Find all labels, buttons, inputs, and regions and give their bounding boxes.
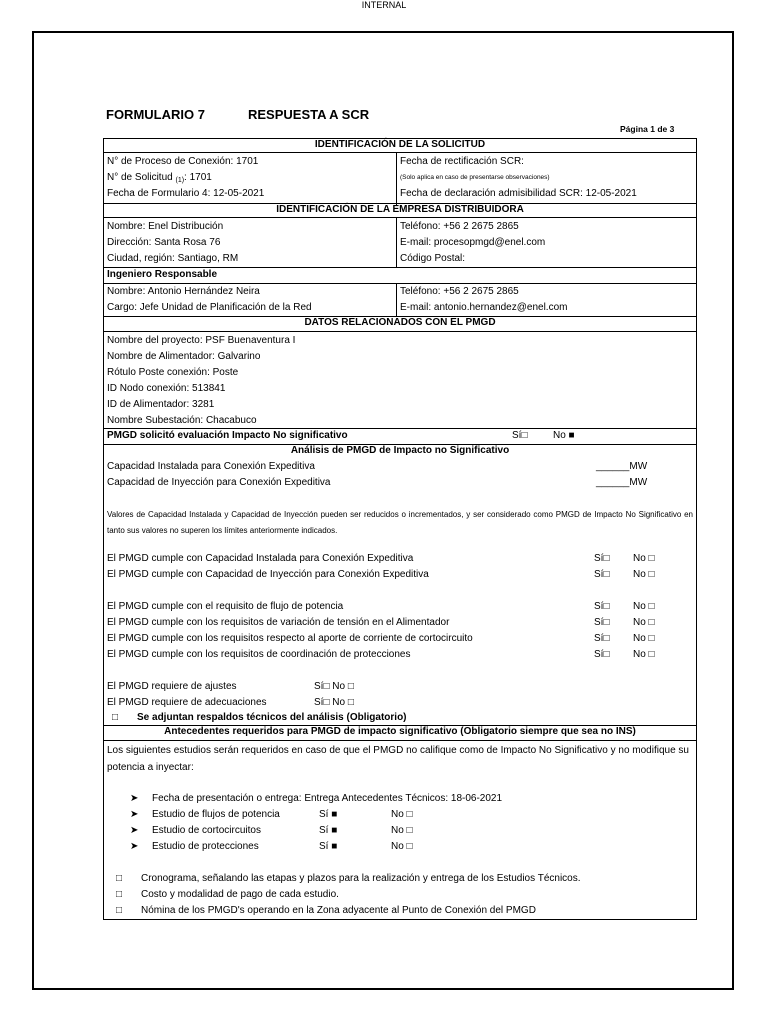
- empresa-nombre: Nombre: Enel Distribución: [107, 221, 224, 232]
- fecha-presentacion-label: Fecha de presentación o entrega: Entrega Antecedentes Técnicos: 18-06-2021: [152, 793, 503, 804]
- fecha-presentacion: [130, 793, 502, 805]
- estudio-name: Estudio de cortocircuitos: [152, 825, 261, 836]
- pmgd-alimentador: Nombre de Alimentador: Galvarino: [107, 351, 261, 362]
- divider: [396, 153, 397, 205]
- nomina-label: Nómina de los PMGD's operando en la Zona adyacente al Punto de Conexión del PMGD: [141, 905, 536, 916]
- si-checkbox[interactable]: Sí□: [594, 649, 610, 660]
- empresa-codigo-postal: Código Postal:: [400, 253, 466, 264]
- arrow-icon: ➤: [130, 841, 139, 852]
- pmgd-evaluacion: PMGD solicitó evaluación Impacto No significativo: [107, 430, 348, 441]
- estudio-no-checkbox[interactable]: No □: [391, 809, 413, 820]
- adecuaciones-si-no[interactable]: Sí□ No □: [314, 697, 354, 708]
- capacidad-instalada: Capacidad Instalada para Conexión Expeditiva: [107, 461, 315, 472]
- ingeniero-email: E-mail: antonio.hernandez@enel.com: [400, 302, 568, 313]
- respaldos-checkbox[interactable]: □: [112, 712, 119, 723]
- estudio-si-checkbox[interactable]: Sí ■: [319, 809, 338, 820]
- estudio-si-checkbox[interactable]: Sí ■: [319, 825, 338, 836]
- empresa-email: E-mail: procesopmgd@enel.com: [400, 237, 546, 248]
- no-checkbox[interactable]: No □: [633, 617, 655, 628]
- pmgd-id-alimentador: ID de Alimentador: 3281: [107, 399, 215, 410]
- si-checkbox[interactable]: Sí□: [594, 569, 610, 580]
- section-datos: DATOS RELACIONADOS CON EL PMGD: [104, 317, 696, 332]
- empresa-ciudad: Ciudad, región: Santiago, RM: [107, 253, 239, 264]
- form-title: FORMULARIO 7: [106, 107, 205, 122]
- divider: [104, 267, 696, 268]
- estudio-item: [130, 841, 259, 853]
- estudio-item: [130, 809, 280, 821]
- empresa-telefono: Teléfono: +56 2 2675 2865: [400, 221, 519, 232]
- cronograma-label: Cronograma, señalando las etapas y plazos para la realización y entrega de los Estudios Técnicos.: [141, 873, 581, 884]
- section-identificacion: IDENTIFICACIÓN DE LA SOLICITUD: [104, 139, 696, 153]
- divider: [396, 283, 397, 316]
- pmgd-subestacion: Nombre Subestación: Chacabuco: [107, 415, 257, 426]
- capacidad-instalada-mw[interactable]: ______MW: [596, 461, 648, 472]
- form-title-row: [106, 107, 369, 122]
- solicitud-label: N° de Solicitud: [107, 172, 173, 183]
- fecha-formulario: Fecha de Formulario 4: 12-05-2021: [107, 188, 265, 199]
- fecha-rectificacion: Fecha de rectificación SCR:: [400, 156, 524, 167]
- costo-label: Costo y modalidad de pago de cada estudio.: [141, 889, 339, 900]
- ajustes-si-no[interactable]: Sí□ No □: [314, 681, 354, 692]
- solicitud-note: (1): [175, 177, 185, 184]
- no-checkbox[interactable]: No □: [633, 601, 655, 612]
- fecha-admisibilidad: Fecha de declaración admisibilidad SCR: 12-05-2021: [400, 188, 637, 199]
- cumple-item: El PMGD cumple con Capacidad de Inyección para Conexión Expeditiva: [107, 569, 429, 580]
- estudio-name: Estudio de protecciones: [152, 841, 259, 852]
- nomina-checkbox[interactable]: □: [116, 905, 123, 916]
- estudio-no-checkbox[interactable]: No □: [391, 841, 413, 852]
- arrow-icon: ➤: [130, 825, 139, 836]
- proceso-conexion: N° de Proceso de Conexión: 1701: [107, 156, 259, 167]
- requiere-adecuaciones: El PMGD requiere de adecuaciones: [107, 697, 267, 708]
- capacidad-inyeccion: Capacidad de Inyección para Conexión Expeditiva: [107, 477, 331, 488]
- estudio-si-checkbox[interactable]: Sí ■: [319, 841, 338, 852]
- form-subtitle: RESPUESTA A SCR: [248, 107, 370, 122]
- numero-solicitud: [107, 172, 212, 187]
- cumple-item: El PMGD cumple con los requisitos respecto al aporte de corriente de cortocircuito: [107, 633, 473, 644]
- no-checkbox[interactable]: No □: [633, 553, 655, 564]
- divider: [104, 283, 696, 284]
- cumple-item: El PMGD cumple con los requisitos de coordinación de protecciones: [107, 649, 411, 660]
- evaluacion-si-checkbox[interactable]: Sí□: [512, 430, 528, 441]
- si-checkbox[interactable]: Sí□: [594, 601, 610, 612]
- divider: [396, 218, 397, 267]
- estudio-item: [130, 825, 261, 837]
- cronograma-checkbox[interactable]: □: [116, 873, 123, 884]
- solicitud-value: : 1701: [184, 172, 212, 183]
- respaldos-label: Se adjuntan respaldos técnicos del análisis (Obligatorio): [137, 712, 407, 723]
- ingeniero-telefono: Teléfono: +56 2 2675 2865: [400, 286, 519, 297]
- arrow-icon: ➤: [130, 809, 139, 820]
- divider: [104, 428, 696, 429]
- arrow-icon: ➤: [130, 793, 139, 804]
- ingeniero-titulo: Ingeniero Responsable: [107, 269, 218, 280]
- scr-form: [103, 138, 697, 920]
- header-label: INTERNAL: [361, 0, 407, 10]
- nota-rectificacion: (Solo aplica en caso de presentarse observaciones): [400, 174, 550, 181]
- no-checkbox[interactable]: No □: [633, 569, 655, 580]
- pmgd-rotulo: Rótulo Poste conexión: Poste: [107, 367, 239, 378]
- ingeniero-nombre: Nombre: Antonio Hernández Neira: [107, 286, 260, 297]
- no-checkbox[interactable]: No □: [633, 633, 655, 644]
- estudio-name: Estudio de flujos de potencia: [152, 809, 280, 820]
- section-antecedentes: Antecedentes requeridos para PMGD de impacto significativo (Obligatorio siempre que sea no INS): [104, 726, 696, 741]
- antecedentes-intro: Los siguientes estudios serán requeridos en caso de que el PMGD no califique como de Impacto No Significativo y no modifique su potencia a inyectar:: [107, 745, 689, 773]
- analisis-nota: Valores de Capacidad Instalada y Capacidad de Inyección pueden ser reducidos o incrementados, y ser considerado como PMGD de Impacto No Significativo en tanto sus valores no superen los límites anteriormente indicados.: [107, 510, 693, 535]
- estudio-no-checkbox[interactable]: No □: [391, 825, 413, 836]
- costo-checkbox[interactable]: □: [116, 889, 123, 900]
- section-analisis: Análisis de PMGD de Impacto no Significativo: [290, 445, 510, 456]
- section-empresa: IDENTIFICACIÓN DE LA EMPRESA DISTRIBUIDORA: [104, 204, 696, 218]
- cumple-item: El PMGD cumple con Capacidad Instalada para Conexión Expeditiva: [107, 553, 414, 564]
- cumple-item: El PMGD cumple con el requisito de flujo de potencia: [107, 601, 344, 612]
- si-checkbox[interactable]: Sí□: [594, 633, 610, 644]
- empresa-direccion: Dirección: Santa Rosa 76: [107, 237, 221, 248]
- capacidad-inyeccion-mw[interactable]: ______MW: [596, 477, 648, 488]
- si-checkbox[interactable]: Sí□: [594, 553, 610, 564]
- no-checkbox[interactable]: No □: [633, 649, 655, 660]
- ingeniero-cargo: Cargo: Jefe Unidad de Planificación de la Red: [107, 302, 312, 313]
- si-checkbox[interactable]: Sí□: [594, 617, 610, 628]
- pmgd-proyecto: Nombre del proyecto: PSF Buenaventura I: [107, 335, 296, 346]
- evaluacion-no-checkbox[interactable]: No ■: [553, 430, 575, 441]
- requiere-ajustes: El PMGD requiere de ajustes: [107, 681, 237, 692]
- page-number: Página 1 de 3: [620, 124, 675, 134]
- pmgd-nodo: ID Nodo conexión: 513841: [107, 383, 226, 394]
- cumple-item: El PMGD cumple con los requisitos de variación de tensión en el Alimentador: [107, 617, 450, 628]
